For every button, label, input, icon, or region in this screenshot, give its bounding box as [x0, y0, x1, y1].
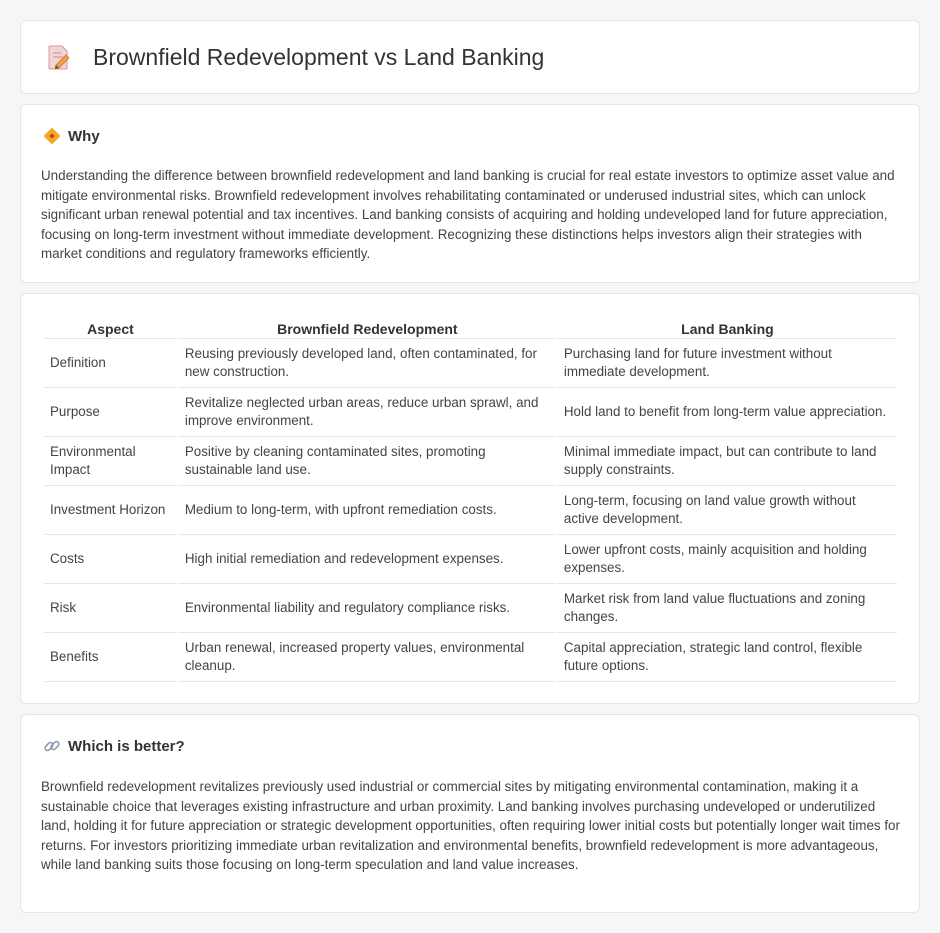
row-land-banking: Market risk from land value fluctuations and zoning changes.	[558, 584, 897, 633]
why-text: Understanding the difference between brownfield redevelopment and land banking is crucial for real estate investors to optimize asset value and mitigate environmental risks. Brownfield redevelopment involves rehabilitating contaminated or underused industrial sites, which can unlock significant urban renewal potential and tax incentives. Land banking consists of acquiring and holding undeveloped land for future appreciation, focusing on long-term investment without immediate development. Recognizing these distinctions helps investors align their strategies with market conditions and regulatory frameworks efficiently.	[41, 168, 895, 261]
row-brownfield: Medium to long-term, with upfront remediation costs.	[179, 486, 556, 535]
document-pencil-icon	[47, 43, 71, 71]
table-row	[44, 535, 897, 584]
better-text: Brownfield redevelopment revitalizes previously used industrial or commercial sites by mitigating environmental contamination, making it a sustainable choice that leverages existing infrastructure and urban proximity. Land banking involves purchasing undeveloped or underutilized land, holding it for future appreciation or strategic development opportunities, often requiring lower initial costs but potentially longer wait times for returns. For investors prioritizing immediate urban revitalization and environmental benefits, brownfield redevelopment is more advantageous, while land banking suits those focusing on long-term speculation and land value increases.	[41, 779, 900, 872]
why-section	[20, 104, 920, 283]
row-aspect: Benefits	[44, 633, 177, 682]
header-brownfield: Brownfield Redevelopment	[179, 317, 556, 339]
row-land-banking: Capital appreciation, strategic land control, flexible future options.	[558, 633, 897, 682]
table-row	[44, 486, 897, 535]
table-row	[44, 633, 897, 682]
row-brownfield: Environmental liability and regulatory compliance risks.	[179, 584, 556, 633]
link-icon	[43, 737, 61, 755]
row-land-banking: Long-term, focusing on land value growth without active development.	[558, 486, 897, 535]
title-row	[47, 43, 544, 71]
row-brownfield: Positive by cleaning contaminated sites, promoting sustainable land use.	[179, 437, 556, 486]
table-row	[44, 339, 897, 388]
row-land-banking: Purchasing land for future investment without immediate development.	[558, 339, 897, 388]
row-brownfield: Urban renewal, increased property values, environmental cleanup.	[179, 633, 556, 682]
comparison-table	[42, 317, 899, 682]
table-row	[44, 388, 897, 437]
header-land-banking: Land Banking	[558, 317, 897, 339]
title-card	[20, 20, 920, 94]
page-title: Brownfield Redevelopment vs Land Banking	[93, 43, 545, 70]
row-brownfield: Reusing previously developed land, often contaminated, for new construction.	[179, 339, 556, 388]
better-header	[43, 737, 185, 755]
row-brownfield: Revitalize neglected urban areas, reduce urban sprawl, and improve environment.	[179, 388, 556, 437]
why-header	[43, 127, 100, 145]
row-aspect: Purpose	[44, 388, 177, 437]
which-is-better-section	[20, 714, 920, 913]
why-heading: Why	[68, 127, 100, 145]
row-land-banking: Minimal immediate impact, but can contribute to land supply constraints.	[558, 437, 897, 486]
row-aspect: Definition	[44, 339, 177, 388]
better-heading: Which is better?	[68, 737, 185, 755]
table-row	[44, 584, 897, 633]
table-header-row	[44, 317, 897, 339]
row-brownfield: High initial remediation and redevelopment expenses.	[179, 535, 556, 584]
row-land-banking: Lower upfront costs, mainly acquisition and holding expenses.	[558, 535, 897, 584]
row-land-banking: Hold land to benefit from long-term value appreciation.	[558, 388, 897, 437]
row-aspect: Investment Horizon	[44, 486, 177, 535]
row-aspect: Costs	[44, 535, 177, 584]
header-aspect: Aspect	[44, 317, 177, 339]
comparison-section	[20, 293, 920, 704]
row-aspect: Risk	[44, 584, 177, 633]
diamond-sign-icon	[43, 127, 61, 145]
row-aspect: Environmental Impact	[44, 437, 177, 486]
table-row	[44, 437, 897, 486]
